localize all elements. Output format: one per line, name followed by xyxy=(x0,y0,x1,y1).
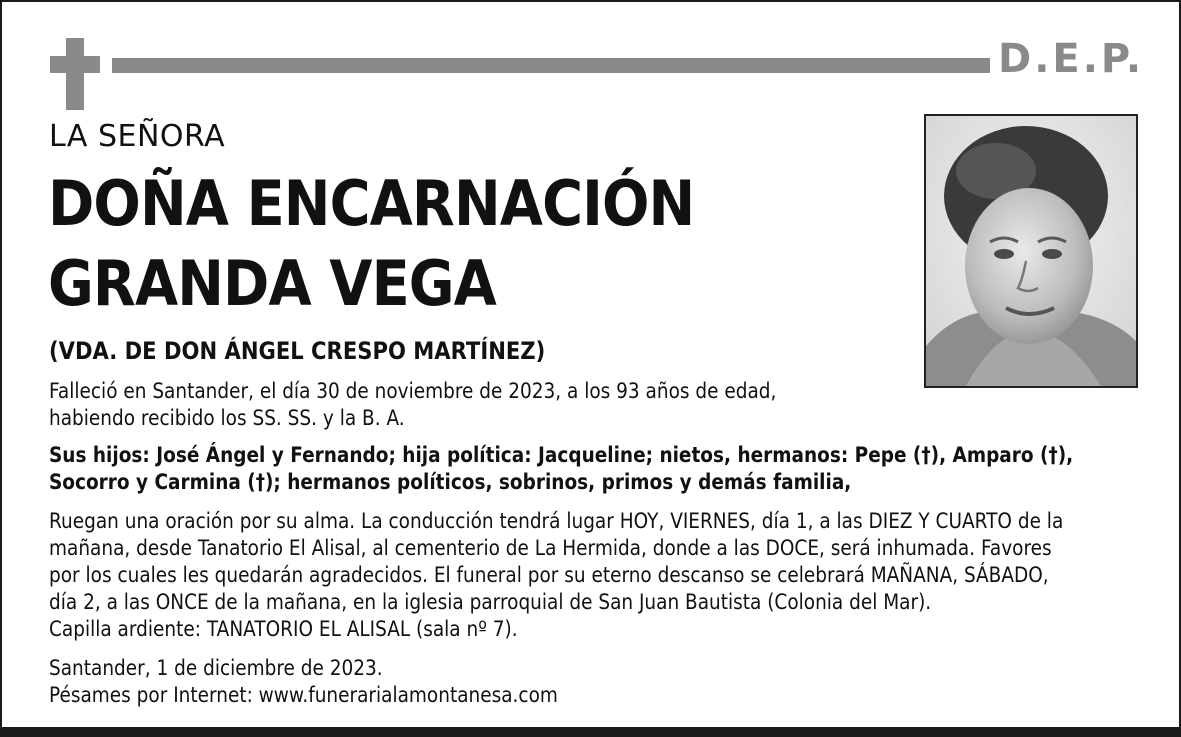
name-line-2: GRANDA VEGA xyxy=(48,247,496,320)
place-date: Santander, 1 de diciembre de 2023. xyxy=(49,656,383,680)
service-line-1: Ruegan una oración por su alma. La conducción tendrá lugar HOY, VIERNES, día 1, a las DIEZ Y CUARTO de la xyxy=(49,509,1064,533)
footer xyxy=(49,655,558,709)
family-line-2: Socorro y Carmina (†); hermanos políticos, sobrinos, primos y demás familia, xyxy=(49,470,852,494)
service-details xyxy=(49,508,1063,643)
portrait-image xyxy=(926,116,1136,386)
service-line-3: por los cuales les quedarán agradecidos. El funeral por su eterno descanso se celebrará MAÑANA, SÁBADO, xyxy=(49,563,1049,587)
death-notice xyxy=(49,378,776,432)
service-line-2: mañana, desde Tanatorio El Alisal, al cementerio de La Hermida, donde a las DOCE, será inhumada. Favores xyxy=(49,536,1052,560)
widow-of: (VDA. DE DON ÁNGEL CRESPO MARTÍNEZ) xyxy=(49,337,546,365)
service-line-4: día 2, a las ONCE de la mañana, en la iglesia parroquial de San Juan Bautista (Colonia del Mar). xyxy=(49,590,932,614)
header-rule xyxy=(112,58,990,73)
deceased-name xyxy=(48,164,694,324)
family-list xyxy=(49,442,1073,496)
death-line-2: habiendo recibido los SS. SS. y la B. A. xyxy=(49,406,405,430)
condolences-link: Pésames por Internet: www.funerarialamontanesa.com xyxy=(49,683,558,707)
portrait-photo xyxy=(924,114,1138,388)
family-line-1: Sus hijos: José Ángel y Fernando; hija política: Jacqueline; nietos, hermanos: Pepe (†), Amparo (†), xyxy=(49,443,1074,467)
death-line-1: Falleció en Santander, el día 30 de noviembre de 2023, a los 93 años de edad, xyxy=(49,379,777,403)
name-line-1: DOÑA ENCARNACIÓN xyxy=(48,167,695,240)
dep-label: D.E.P. xyxy=(998,36,1145,82)
service-line-5: Capilla ardiente: TANATORIO EL ALISAL (sala nº 7). xyxy=(49,617,518,641)
cross-icon xyxy=(50,38,100,110)
bottom-bar xyxy=(2,727,1179,735)
honorific: LA SEÑORA xyxy=(49,119,226,154)
